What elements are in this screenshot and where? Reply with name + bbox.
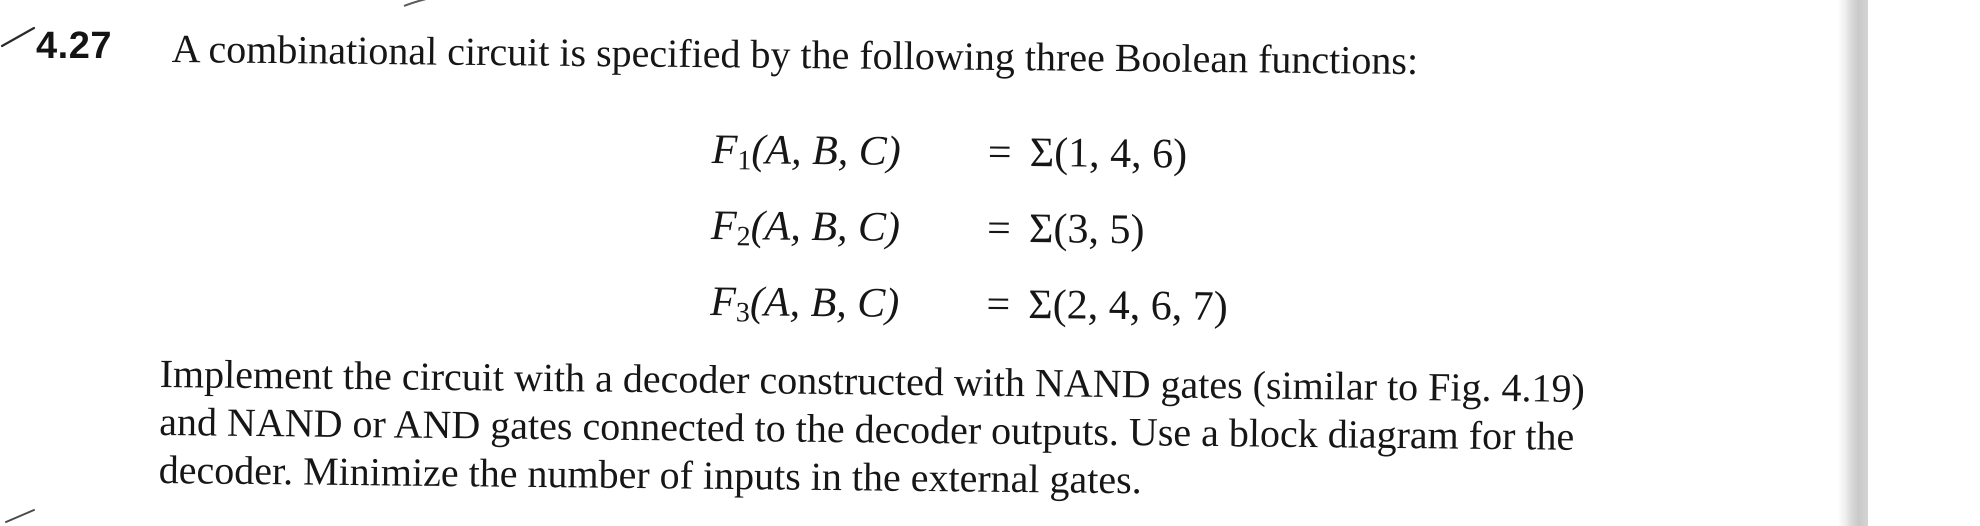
equals-sign: =: [986, 281, 1011, 328]
instruction-line: decoder. Minimize the number of inputs in the external gates.: [158, 446, 1142, 503]
instruction-line: and NAND or AND gates connected to the decoder outputs. Use a block diagram for the: [159, 398, 1575, 459]
minterm-sum: Σ(1, 4, 6): [1029, 130, 1188, 178]
equation-lhs: $F_1(A$, B, C): [711, 126, 901, 177]
equation-f3: [710, 278, 1228, 359]
equals-sign: =: [987, 129, 1012, 176]
equation-lhs: $F_2(A$, B, C): [710, 202, 901, 253]
problem-instructions: [158, 350, 1819, 511]
minterm-sum: Σ(2, 4, 6, 7): [1028, 282, 1228, 330]
handwritten-check-mark: [0, 24, 40, 54]
problem-number: 4.27: [36, 25, 112, 67]
scan-artifact-mark: [400, 0, 440, 8]
equation-f2: [711, 202, 1229, 283]
problem-intro: A combinational circuit is specified by the following three Boolean functions:: [171, 26, 1419, 83]
instruction-line: Implement the circuit with a decoder constructed with NAND gates (similar to Fig. 4.19): [159, 350, 1586, 411]
equals-sign: =: [986, 205, 1012, 252]
minterm-sum: Σ(3, 5): [1028, 206, 1145, 254]
equation-f1: [711, 126, 1229, 207]
scan-shadow-bar: [1844, 0, 1868, 526]
equation-lhs: $F_3(A$, B, C): [710, 278, 900, 329]
equation-block: [710, 126, 1230, 359]
scan-artifact-mark: [0, 506, 40, 526]
